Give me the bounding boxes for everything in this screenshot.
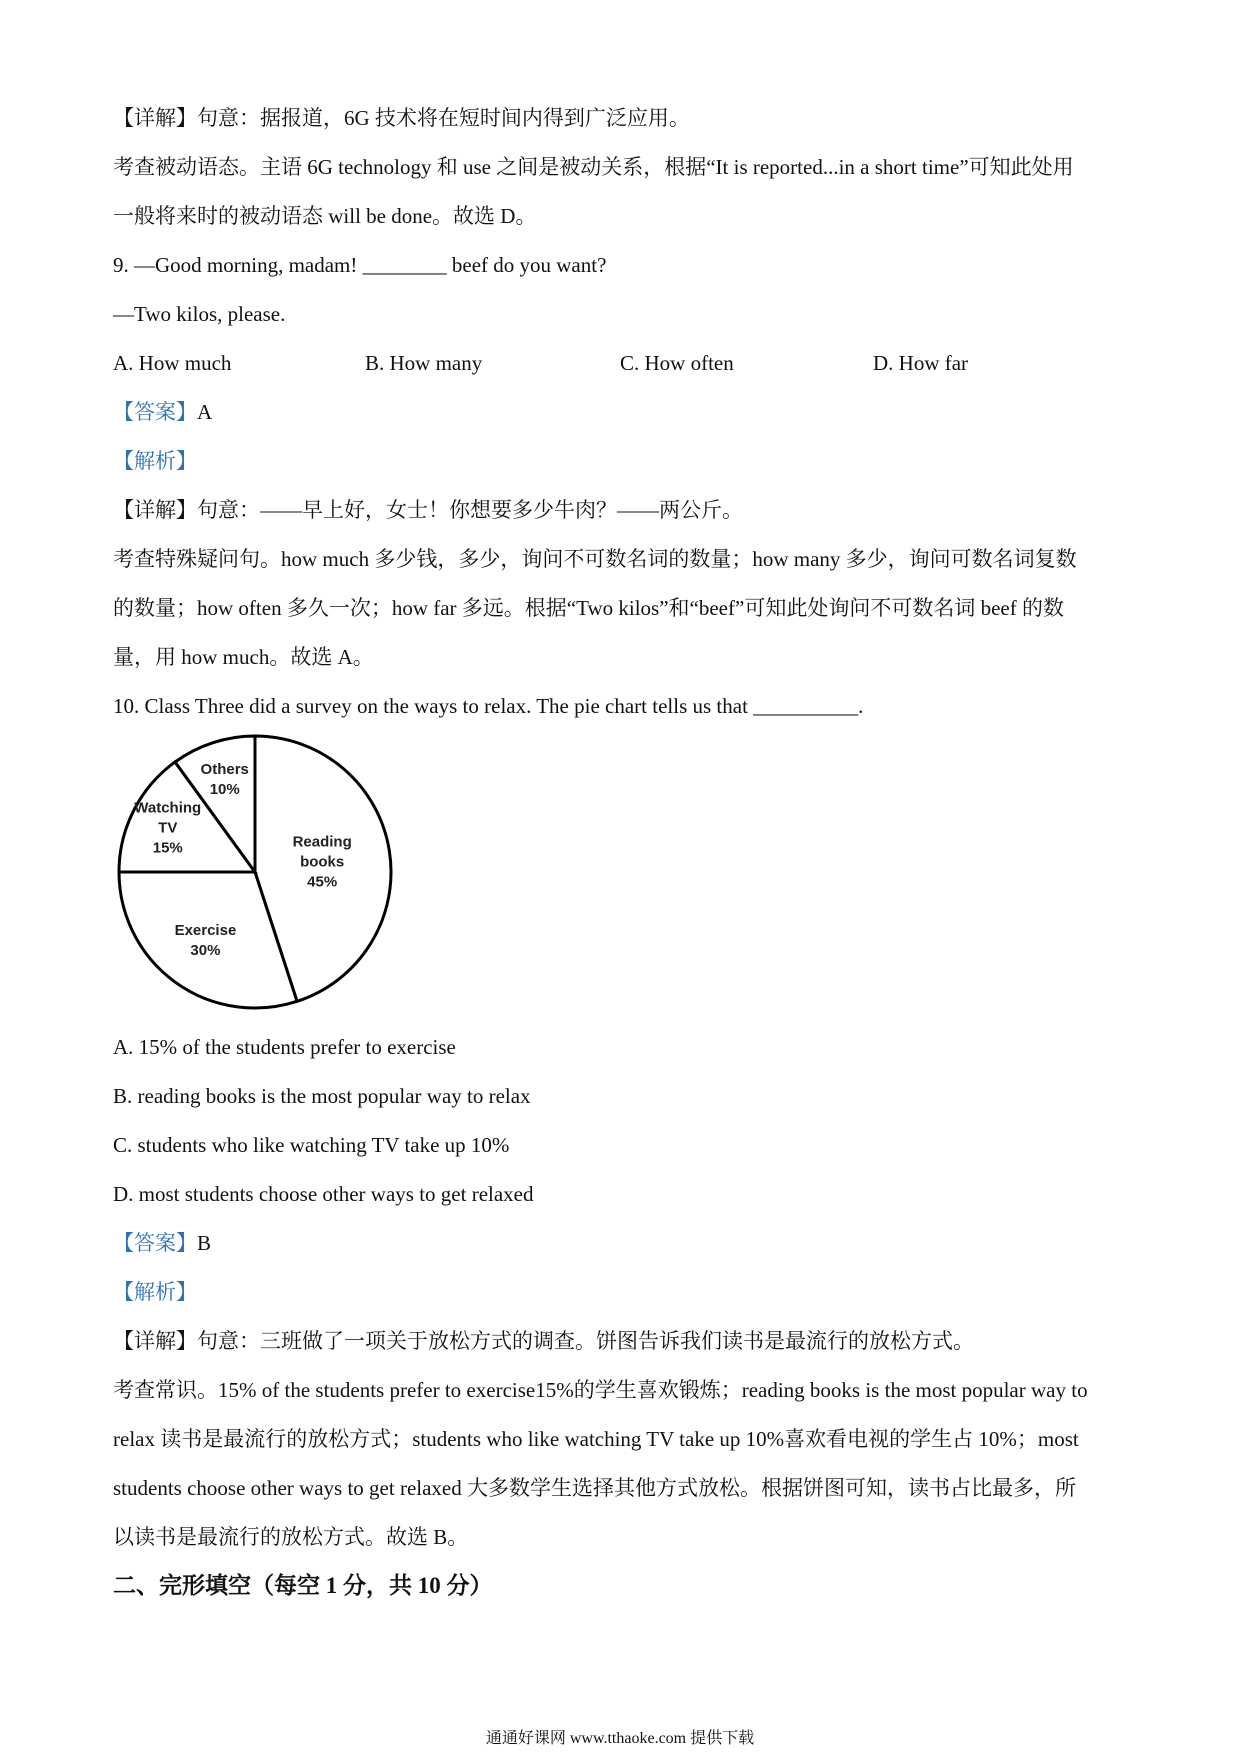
q10-option-a: A. 15% of the students prefer to exercise	[113, 1035, 456, 1059]
pie-value-label: 30%	[190, 942, 221, 960]
q10-explanation-1: 考查常识。15% of the students prefer to exercise15%的学生喜欢锻炼；reading books is the most popular way to	[113, 1378, 1088, 1402]
pie-value-label: 45%	[307, 873, 338, 891]
explanation-line-q8-2: 一般将来时的被动语态 will be done。故选 D。	[113, 204, 537, 228]
q10-option-d: D. most students choose other ways to get relaxed	[113, 1182, 534, 1206]
q10-answer	[113, 1229, 211, 1257]
q10-option-b: B. reading books is the most popular way to relax	[113, 1084, 531, 1108]
q10-answer-value: B	[197, 1231, 212, 1255]
q9-option-c: C. How often	[620, 351, 734, 375]
q9-answer	[113, 398, 212, 426]
q10-analysis-label: 【解析】	[113, 1280, 197, 1304]
pie-value-label: 10%	[209, 780, 240, 798]
pie-category-label: TV	[158, 819, 178, 837]
section-2-heading: 二、完形填空（每空 1 分，共 10 分）	[113, 1573, 493, 1598]
q10-answer-label: 【答案】	[113, 1231, 197, 1255]
q9-option-d: D. How far	[873, 351, 969, 375]
pie-category-label: Watching	[134, 799, 202, 817]
question-9-reply: —Two kilos, please.	[113, 302, 286, 326]
question-10-stem: 10. Class Three did a survey on the ways to relax. The pie chart tells us that __________.	[113, 694, 864, 718]
q10-detail: 【详解】句意：三班做了一项关于放松方式的调查。饼图告诉我们读书是最流行的放松方式。	[113, 1329, 974, 1353]
q9-detail: 【详解】句意：——早上好，女士！你想要多少牛肉？——两公斤。	[113, 498, 743, 522]
q9-option-a: A. How much	[113, 351, 232, 375]
q9-explanation-1: 考查特殊疑问句。how much 多少钱，多少，询问不可数名词的数量；how many 多少，询问可数名词复数	[113, 547, 1077, 571]
page-footer: 通通好课网 www.tthaoke.com 提供下载	[485, 1730, 755, 1747]
pie-category-label: Reading	[292, 833, 352, 851]
q9-option-b: B. How many	[365, 351, 483, 375]
q10-explanation-2: relax 读书是最流行的放松方式；students who like watching TV take up 10%喜欢看电视的学生占 10%；most	[113, 1427, 1079, 1451]
detail-line-q8: 【详解】句意：据报道，6G 技术将在短时间内得到广泛应用。	[113, 106, 690, 130]
q10-option-c: C. students who like watching TV take up 10%	[113, 1133, 510, 1157]
q9-explanation-3: 量，用 how much。故选 A。	[113, 645, 374, 669]
pie-category-label: Others	[200, 760, 249, 778]
q9-answer-value: A	[197, 400, 213, 424]
q10-explanation-4: 以读书是最流行的放松方式。故选 B。	[113, 1525, 469, 1549]
q9-analysis-label: 【解析】	[113, 449, 197, 473]
pie-value-label: 15%	[152, 839, 183, 857]
q9-answer-label: 【答案】	[113, 400, 197, 424]
q10-explanation-3: students choose other ways to get relaxed 大多数学生选择其他方式放松。根据饼图可知，读书占比最多，所	[113, 1476, 1076, 1500]
pie-chart	[110, 730, 410, 1020]
explanation-line-q8-1: 考查被动语态。主语 6G technology 和 use 之间是被动关系，根据“It is reported...in a short time”可知此处用	[113, 155, 1074, 179]
pie-category-label: books	[300, 853, 345, 871]
pie-category-label: Exercise	[174, 922, 237, 940]
q9-explanation-2: 的数量；how often 多久一次；how far 多远。根据“Two kilos”和“beef”可知此处询问不可数名词 beef 的数	[113, 596, 1064, 620]
question-9-stem: 9. —Good morning, madam! ________ beef do you want?	[113, 253, 607, 277]
